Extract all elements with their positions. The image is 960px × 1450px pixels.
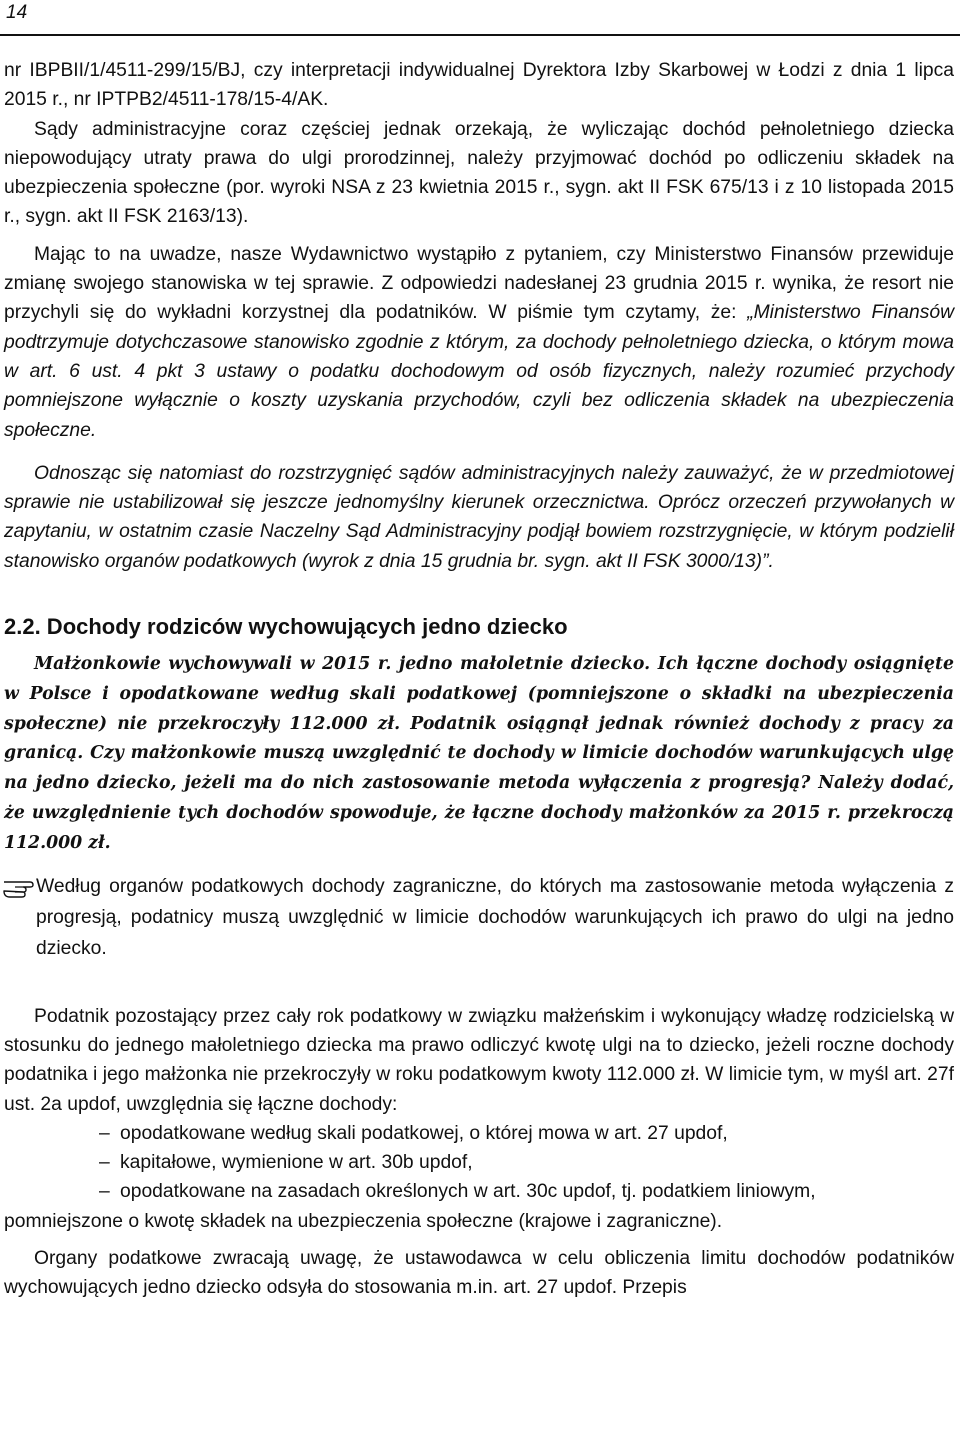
section-heading: 2.2. Dochody rodziców wychowujących jedno dziecko bbox=[4, 614, 568, 640]
paragraph-reduced: pomniejszone o kwotę składek na ubezpieczenia społeczne (krajowe i zagraniczne). bbox=[4, 1210, 723, 1232]
paragraph-courts: Sądy administracyjne coraz częściej jednak orzekają, że wyliczając dochód pełnoletniego dziecka niepowodujący utraty prawa do ulgi prorodzinnej, należy przyjmować dochód po odliczeniu składek na ubezpieczenia społeczne (por. wyroki NSA z 23 kwietnia 2015 r., sygn. akt II FSK 675/13 i z 10 listopada 2015 r., sygn. akt II FSK 2163/13). bbox=[4, 118, 954, 228]
example-case: Małżonkowie wychowywali w 2015 r. jedno małoletnie dziecko. Ich łączne dochody osiągnięte w Polsce i opodatkowane według skali podatkowej (pomniejszone o składki na ubezpieczenia społeczne) nie przekroczyły 112.000 zł. Podatnik osiągnął jednak również dochody z pracy za granicą. Czy małżonkowie muszą uwzględnić te dochody w limicie dochodów warunkujących ulgę na jedno dziecko, jeżeli ma do nich zastosowanie metoda wyłączenia z progresją? Należy dodać, że uwzględnienie tych dochodów spowoduje, że łączne dochody małżonków za 2015 r. przekroczą 112.000 zł. bbox=[4, 654, 954, 853]
page-content bbox=[4, 56, 954, 1303]
list-item-text: kapitałowe, wymienione w art. 30b updof, bbox=[120, 1152, 473, 1174]
list-item bbox=[99, 1148, 954, 1177]
paragraph-ministry-question bbox=[4, 240, 954, 445]
paragraph-authorities: Organy podatkowe zwracają uwagę, że ustawodawca w celu obliczenia limitu dochodów podatników wychowujących jedno dziecko odsyła do stosowania m.in. art. 27 updof. Przepis bbox=[4, 1248, 954, 1299]
ministry-quote-second: Odnosząc się natomiast do rozstrzygnięć sądów administracyjnych należy zauważyć, że w przedmiotowej sprawie nie ustabilizował się jeszcze jednomyślny kierunek orzecznictwa. Oprócz orzeczeń przywołanych w zapytaniu, w ostatnim czasie Naczelny Sąd Administracyjny podjął bowiem rozstrzygnięcie, w którym podzielił stanowisko organów podatkowych (wyrok z dnia 15 grudnia br. sygn. akt II FSK 3000/13)”. bbox=[4, 462, 954, 572]
note-block bbox=[4, 871, 954, 964]
list-item-text: opodatkowane na zasadach określonych w art. 30c updof, tj. podatkiem liniowym, bbox=[120, 1181, 816, 1203]
list-item bbox=[99, 1119, 954, 1148]
list-item-text: opodatkowane według skali podatkowej, o której mowa w art. 27 updof, bbox=[120, 1122, 728, 1144]
income-list bbox=[99, 1119, 954, 1207]
ministry-quote-cont: ust. 4 pkt 3 ustawy o podatku dochodowym od osób fizycznych, należy rozumieć przychody pomniejszone wyłącznie o koszty uzyskania przychodów, czyli bez odliczenia składek na ubezpieczenia społeczne. bbox=[4, 360, 955, 441]
ministry-quote: „Ministerstwo Finansów podtrzymuje dotychczasowe stanowisko zgodnie z którym, za dochody pełnoletniego dziecka, o którym mowa w art. 6 bbox=[4, 302, 954, 382]
list-dash: – bbox=[99, 1122, 110, 1144]
page-number: 14 bbox=[6, 2, 28, 23]
pointing-hand-icon bbox=[2, 873, 52, 899]
paragraph-continuation: nr IBPBII/1/4511-299/15/BJ, czy interpretacji indywidualnej Dyrektora Izby Skarbowej w Łodzi z dnia 1 lipca 2015 r., nr IPTPB2/4511-178/15-4/AK. bbox=[4, 60, 954, 111]
list-item bbox=[99, 1177, 954, 1206]
list-dash: – bbox=[99, 1152, 110, 1174]
header-rule bbox=[0, 34, 960, 36]
paragraph-ministry-intro: Mając to na uwadze, nasze Wydawnictwo wystąpiło z pytaniem, czy Ministerstwo Finansów przewiduje zmianę swojego stanowiska w tej sprawie. Z odpowiedzi nadesłanej 23 grudnia 2015 r. wynika, że resort nie przychyli się do wykładni korzystnej dla podatników. W piśmie tym czytamy, że: bbox=[4, 243, 954, 324]
note-text: Według organów podatkowych dochody zagraniczne, do których ma zastosowanie metoda wyłączenia z progresją, podatnicy muszą uwzględnić w limicie dochodów warunkujących ich prawo do ulgi na jedno dziecko. bbox=[36, 875, 954, 959]
paragraph-limit: Podatnik pozostający przez cały rok podatkowy w związku małżeńskim i wykonujący władzę rodzicielską w stosunku do jednego małoletniego dziecka ma prawo odliczyć kwotę ulgi na to dziecko, jeżeli roczne dochody podatnika i jego małżonka nie przekroczyły w roku podatkowym kwoty 112.000 zł. W limicie tym, w myśl art. 27f ust. 2a updof, uwzględnia się łączne dochody: bbox=[4, 1005, 954, 1115]
list-dash: – bbox=[99, 1181, 110, 1203]
